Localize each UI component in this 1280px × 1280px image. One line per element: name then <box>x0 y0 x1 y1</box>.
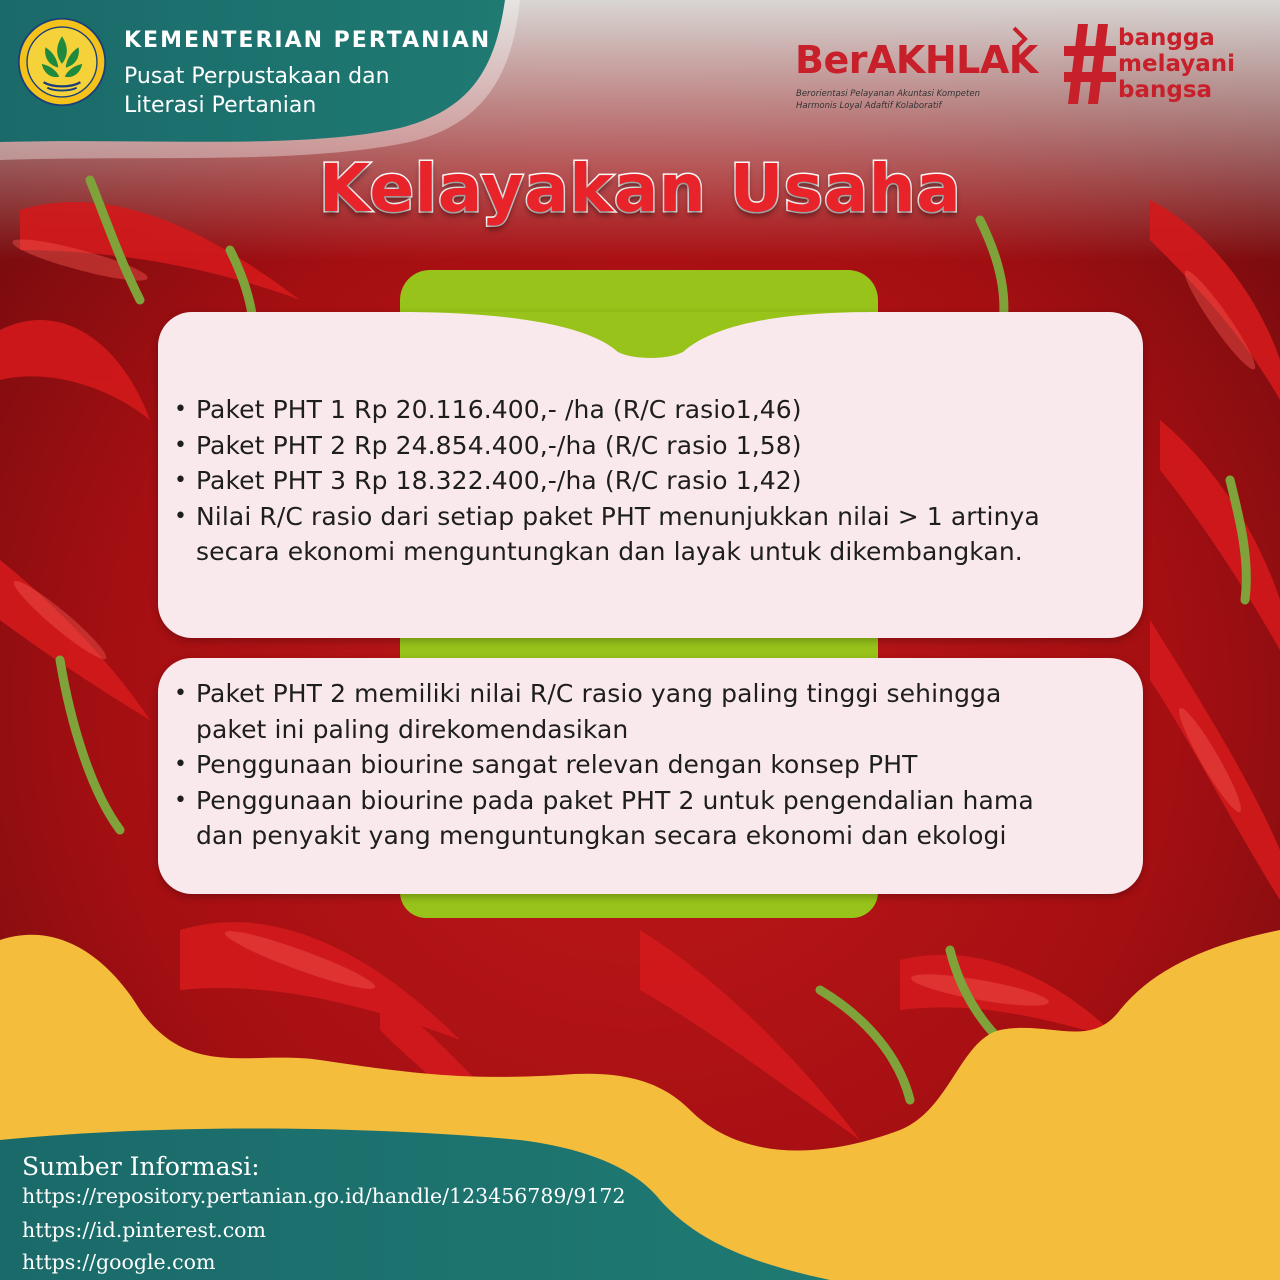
ministry-logo <box>16 16 108 108</box>
berakhlak-tagline-line1: Berorientasi Pelayanan Akuntasi Kompeten <box>796 89 980 99</box>
list-item: • Paket PHT 1 Rp 20.116.400,- /ha (R/C rasio1,46) <box>158 392 1040 428</box>
page-title: Kelayakan Usaha <box>318 150 962 227</box>
bangga-line3: bangsa <box>1118 77 1213 103</box>
list-item: • Paket PHT 2 memiliki nilai R/C rasio yang paling tinggi sehingga <box>158 676 1034 712</box>
list-item-continuation: dan penyakit yang menguntungkan secara ekonomi dan ekologi <box>196 821 1007 850</box>
list-item: • Paket PHT 2 Rp 24.854.400,-/ha (R/C rasio 1,58) <box>158 428 1040 464</box>
source-link-pinterest[interactable]: https://id.pinterest.com <box>22 1218 266 1242</box>
bangga-text <box>1118 25 1235 103</box>
chevron-right-icon <box>1011 26 1029 52</box>
sources-label: Sumber Informasi: <box>22 1152 260 1181</box>
card-notch <box>158 312 1143 372</box>
list-item: • Penggunaan biourine pada paket PHT 2 untuk pengendalian hama <box>158 783 1034 819</box>
list-item-continuation: paket ini paling direkomendasikan <box>196 714 629 744</box>
list-item: • Paket PHT 3 Rp 18.322.400,-/ha (R/C rasio 1,42) <box>158 463 1040 499</box>
feasibility-list <box>158 392 1040 570</box>
list-item-continuation: secara ekonomi menguntungkan dan layak untuk dikembangkan. <box>196 537 1023 566</box>
header <box>0 0 505 142</box>
feasibility-card <box>158 312 1143 638</box>
berakhlak-wordmark: BerAKHLAK <box>795 38 1038 82</box>
berakhlak-tagline-line2: Harmonis Loyal Adaftif Kolaboratif <box>796 101 942 111</box>
source-link-repository[interactable]: https://repository.pertanian.go.id/handle/123456789/9172 <box>22 1184 626 1208</box>
list-item: • Nilai R/C rasio dari setiap paket PHT menunjukkan nilai > 1 artinya <box>158 499 1040 535</box>
bangga-line2: melayani <box>1118 51 1236 77</box>
library-name-line1: Pusat Perpustakaan dan <box>124 64 390 89</box>
list-item: • Penggunaan biourine sangat relevan dengan konsep PHT <box>158 747 1034 783</box>
berakhlak-tagline <box>796 88 980 112</box>
recommendation-card <box>158 658 1143 894</box>
ministry-name: KEMENTERIAN PERTANIAN <box>124 28 492 53</box>
bangga-melayani-bangsa-logo <box>1064 22 1264 112</box>
source-link-google[interactable]: https://google.com <box>22 1250 216 1274</box>
berakhlak-logo <box>795 38 1038 118</box>
recommendation-list <box>158 676 1034 854</box>
library-name <box>124 62 390 120</box>
bangga-line1: bangga <box>1118 25 1215 51</box>
hashtag-icon <box>1064 24 1116 104</box>
library-name-line2: Literasi Pertanian <box>124 93 317 118</box>
